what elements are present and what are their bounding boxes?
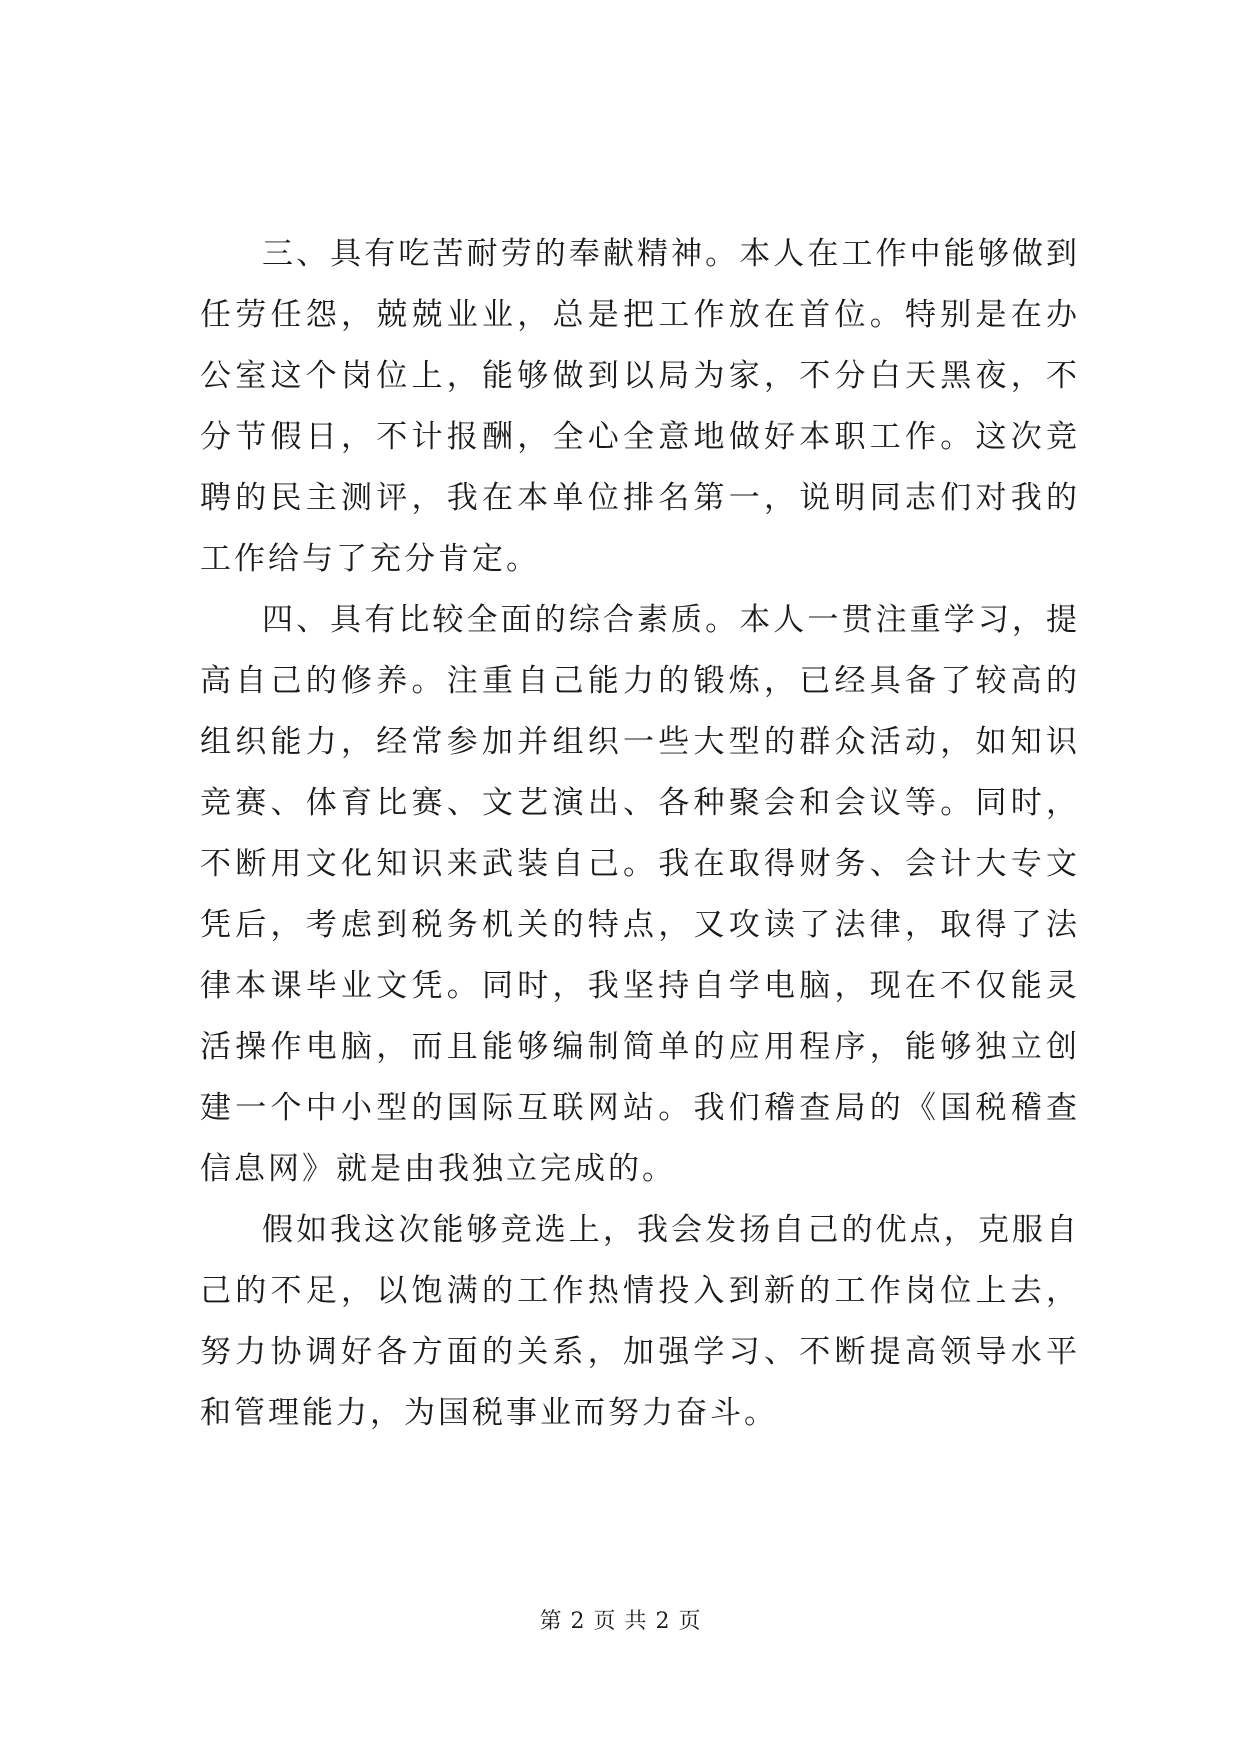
document-body [200, 224, 1080, 1444]
paragraph-qualities: 四、具有比较全面的综合素质。本人一贯注重学习，提高自己的修养。注重自己能力的锻炼，已经具备了较高的组织能力，经常参加并组织一些大型的群众活动，如知识竞赛、体育比赛、文艺演出、各种聚会和会议等。同时，不断用文化知识来武装自己。我在取得财务、会计大专文凭后，考虑到税务机关的特点，又攻读了法律，取得了法律本课毕业文凭。同时，我坚持自学电脑，现在不仅能灵活操作电脑，而且能够编制简单的应用程序，能够独立创建一个中小型的国际互联网站。我们稽查局的《国税稽查信息网》就是由我独立完成的。 [200, 602, 1080, 1187]
paragraph-commitment: 假如我这次能够竞选上，我会发扬自己的优点，克服自己的不足，以饱满的工作热情投入到新的工作岗位上去，努力协调好各方面的关系，加强学习、不断提高领导水平和管理能力，为国税事业而努力奋斗。 [200, 1212, 1080, 1431]
page-number-footer: 第 2 页 共 2 页 [539, 1609, 702, 1634]
paragraph-diligence: 三、具有吃苦耐劳的奉献精神。本人在工作中能够做到任劳任怨，兢兢业业，总是把工作放在首位。特别是在办公室这个岗位上，能够做到以局为家，不分白天黑夜，不分节假日，不计报酬，全心全意地做好本职工作。这次竞聘的民主测评，我在本单位排名第一，说明同志们对我的工作给与了充分肯定。 [200, 236, 1080, 577]
